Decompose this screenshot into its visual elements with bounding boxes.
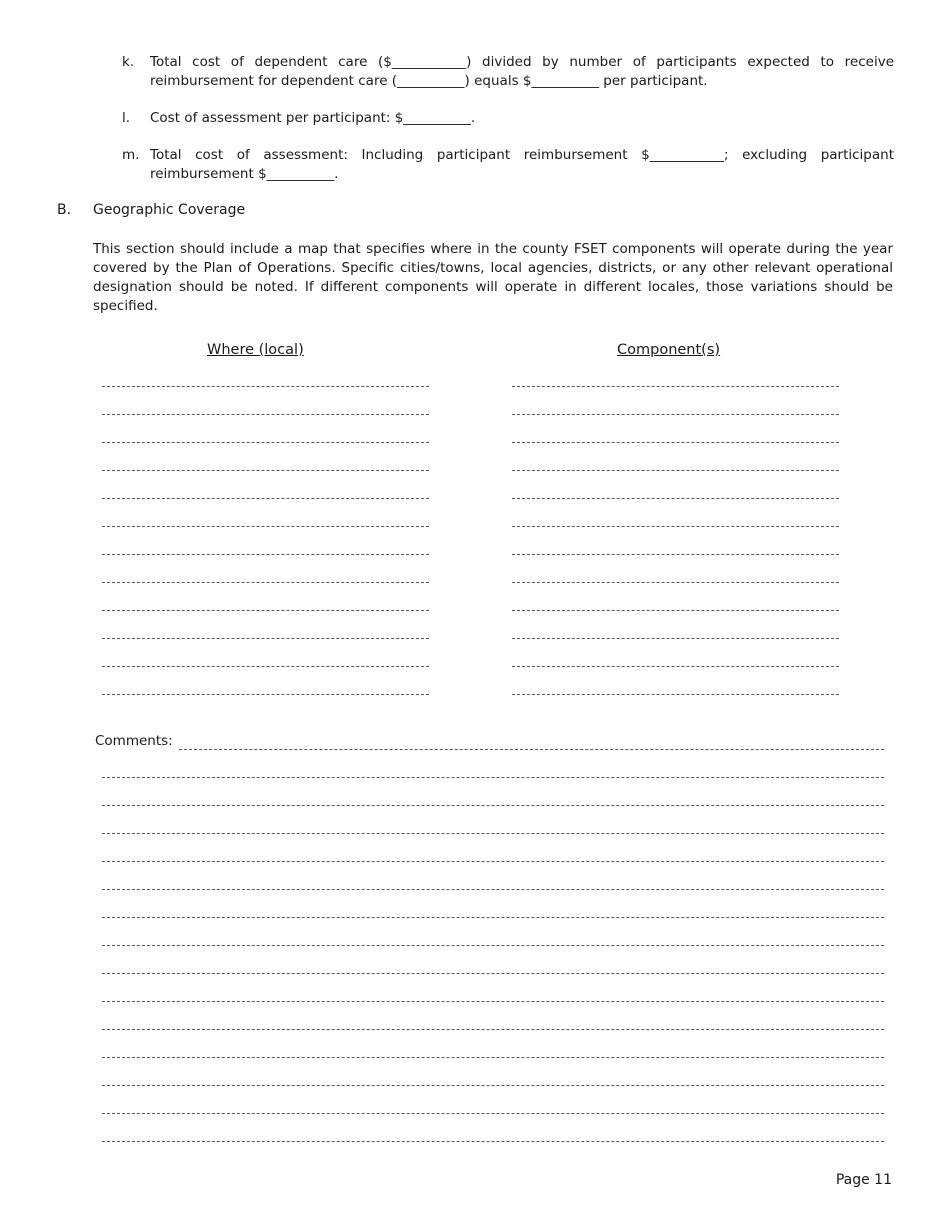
where-blank-line[interactable] [102,638,429,639]
item-label: l. [122,110,131,126]
component-blank-line[interactable] [512,582,839,583]
page-number: Page 11 [835,1172,892,1188]
comment-blank-line[interactable] [102,1141,884,1142]
comment-blank-line[interactable] [102,917,884,918]
comment-blank-line[interactable] [102,945,884,946]
component-blank-line[interactable] [512,414,839,415]
component-blank-line[interactable] [512,498,839,499]
component-blank-line[interactable] [512,442,839,443]
where-column-header: Where (local) [207,342,304,358]
comment-blank-line[interactable] [179,749,884,750]
where-blank-line[interactable] [102,666,429,667]
item-label: k. [122,54,135,70]
where-blank-line[interactable] [102,610,429,611]
where-blank-line[interactable] [102,442,429,443]
comment-blank-line[interactable] [102,833,884,834]
where-blank-line[interactable] [102,386,429,387]
item-label: m. [122,147,140,163]
comments-label: Comments: [95,733,173,749]
section-label: B. [57,202,72,218]
component-blank-line[interactable] [512,386,839,387]
comment-blank-line[interactable] [102,777,884,778]
component-blank-line[interactable] [512,666,839,667]
where-blank-line[interactable] [102,470,429,471]
where-blank-line[interactable] [102,414,429,415]
comment-blank-line[interactable] [102,1001,884,1002]
item-text: Total cost of assessment: Including participant reimbursement $___________; excluding participant reimbursement $__________. [150,147,894,182]
component-blank-line[interactable] [512,554,839,555]
component-blank-line[interactable] [512,610,839,611]
comment-blank-line[interactable] [102,889,884,890]
comment-blank-line[interactable] [102,973,884,974]
item-k [122,53,894,91]
where-blank-line[interactable] [102,526,429,527]
item-m [122,146,894,184]
comment-blank-line[interactable] [102,861,884,862]
comment-blank-line[interactable] [102,1085,884,1086]
component-column-header: Component(s) [617,342,721,358]
component-blank-line[interactable] [512,694,839,695]
comment-blank-line[interactable] [102,1057,884,1058]
where-blank-line[interactable] [102,582,429,583]
item-text: Cost of assessment per participant: $__________. [150,110,476,126]
comment-blank-line[interactable] [102,805,884,806]
item-text: Total cost of dependent care ($___________) divided by number of participants expected to receive reimbursement for dependent care (__________) equals $__________ per participant. [150,54,894,89]
component-blank-line[interactable] [512,526,839,527]
comment-blank-line[interactable] [102,1113,884,1114]
comment-blank-line[interactable] [102,1029,884,1030]
where-blank-line[interactable] [102,498,429,499]
where-blank-line[interactable] [102,694,429,695]
item-l [122,109,894,128]
component-blank-line[interactable] [512,638,839,639]
component-blank-line[interactable] [512,470,839,471]
where-blank-line[interactable] [102,554,429,555]
section-paragraph: This section should include a map that specifies where in the county FSET components will operate during the year covered by the Plan of Operations. Specific cities/towns, local agencies, districts, or any other relevant operational designation should be noted. If different components will operate in different locales, those variations should be specified. [93,241,893,314]
section-title: Geographic Coverage [93,202,246,218]
